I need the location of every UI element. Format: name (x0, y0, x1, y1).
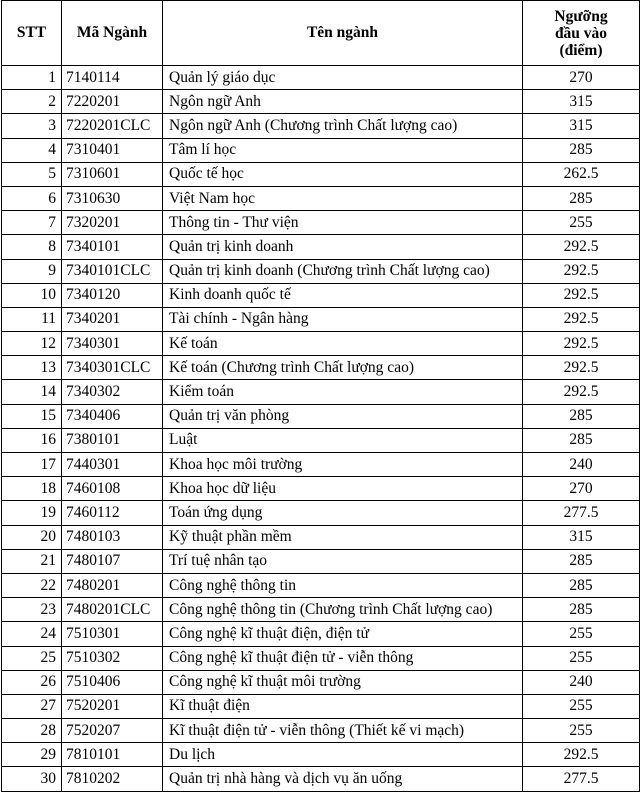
table-row (2, 380, 640, 404)
header-score-line2: đầu vào (554, 24, 608, 42)
table-row (2, 453, 640, 477)
row-code: 7810101 (62, 743, 163, 767)
row-score: 255 (523, 211, 640, 235)
row-name: Kĩ thuật điện (163, 694, 523, 718)
row-code: 7480103 (62, 525, 163, 549)
row-score: 270 (523, 66, 640, 90)
row-code: 7340120 (62, 283, 163, 307)
admission-threshold-table (1, 0, 640, 792)
row-code: 7320201 (62, 211, 163, 235)
table-row (2, 66, 640, 90)
table-body (2, 66, 640, 792)
row-score: 277.5 (523, 767, 640, 791)
row-stt: 1 (2, 66, 62, 90)
table-row (2, 525, 640, 549)
row-name: Công nghệ kĩ thuật môi trường (163, 670, 523, 694)
row-code: 7480201 (62, 573, 163, 597)
row-score: 255 (523, 646, 640, 670)
row-score: 285 (523, 138, 640, 162)
row-score: 315 (523, 525, 640, 549)
table-row (2, 259, 640, 283)
row-stt: 6 (2, 186, 62, 210)
header-row (2, 1, 640, 66)
row-stt: 19 (2, 501, 62, 525)
row-score: 277.5 (523, 501, 640, 525)
row-stt: 9 (2, 259, 62, 283)
row-score: 292.5 (523, 307, 640, 331)
row-name: Kiểm toán (163, 380, 523, 404)
header-score (523, 1, 640, 66)
row-code: 7480201CLC (62, 598, 163, 622)
row-stt: 10 (2, 283, 62, 307)
row-score: 292.5 (523, 332, 640, 356)
table-row (2, 114, 640, 138)
row-stt: 27 (2, 694, 62, 718)
row-name: Thông tin - Thư viện (163, 211, 523, 235)
row-stt: 5 (2, 162, 62, 186)
row-score: 255 (523, 622, 640, 646)
row-name: Tâm lí học (163, 138, 523, 162)
row-code: 7340201 (62, 307, 163, 331)
row-code: 7520207 (62, 719, 163, 743)
row-code: 7220201 (62, 90, 163, 114)
row-code: 7340301 (62, 332, 163, 356)
row-code: 7440301 (62, 453, 163, 477)
row-name: Trí tuệ nhân tạo (163, 549, 523, 573)
table-row (2, 743, 640, 767)
table-row (2, 283, 640, 307)
row-score: 315 (523, 114, 640, 138)
table-row (2, 428, 640, 452)
row-code: 7810202 (62, 767, 163, 791)
row-score: 262.5 (523, 162, 640, 186)
row-score: 285 (523, 598, 640, 622)
table-row (2, 477, 640, 501)
row-name: Khoa học dữ liệu (163, 477, 523, 501)
row-name: Công nghệ thông tin (Chương trình Chất lượng cao) (163, 598, 523, 622)
table-row (2, 235, 640, 259)
row-score: 255 (523, 719, 640, 743)
table-row (2, 307, 640, 331)
row-code: 7220201CLC (62, 114, 163, 138)
row-stt: 11 (2, 307, 62, 331)
row-name: Quốc tế học (163, 162, 523, 186)
table-row (2, 573, 640, 597)
row-stt: 23 (2, 598, 62, 622)
row-name: Việt Nam học (163, 186, 523, 210)
table-row (2, 332, 640, 356)
table-row (2, 404, 640, 428)
table-row (2, 598, 640, 622)
table-row (2, 719, 640, 743)
row-code: 7340101 (62, 235, 163, 259)
row-score: 240 (523, 670, 640, 694)
row-stt: 17 (2, 453, 62, 477)
row-stt: 14 (2, 380, 62, 404)
row-score: 285 (523, 428, 640, 452)
row-name: Công nghệ kĩ thuật điện tử - viễn thông (163, 646, 523, 670)
row-code: 7510301 (62, 622, 163, 646)
row-code: 7310401 (62, 138, 163, 162)
row-score: 292.5 (523, 235, 640, 259)
row-code: 7380101 (62, 428, 163, 452)
row-name: Toán ứng dụng (163, 501, 523, 525)
row-stt: 25 (2, 646, 62, 670)
row-score: 292.5 (523, 259, 640, 283)
table-row (2, 186, 640, 210)
row-name: Ngôn ngữ Anh (Chương trình Chất lượng cao) (163, 114, 523, 138)
row-score: 292.5 (523, 380, 640, 404)
row-stt: 4 (2, 138, 62, 162)
row-stt: 15 (2, 404, 62, 428)
row-name: Luật (163, 428, 523, 452)
row-name: Khoa học môi trường (163, 453, 523, 477)
row-code: 7340302 (62, 380, 163, 404)
row-name: Kỹ thuật phần mềm (163, 525, 523, 549)
row-code: 7310601 (62, 162, 163, 186)
row-name: Kế toán (Chương trình Chất lượng cao) (163, 356, 523, 380)
header-name: Tên ngành (163, 1, 523, 66)
row-name: Du lịch (163, 743, 523, 767)
row-score: 285 (523, 549, 640, 573)
table-row (2, 549, 640, 573)
row-name: Kế toán (163, 332, 523, 356)
table-row (2, 501, 640, 525)
row-score: 255 (523, 694, 640, 718)
row-name: Ngôn ngữ Anh (163, 90, 523, 114)
table-row (2, 211, 640, 235)
row-score: 292.5 (523, 743, 640, 767)
row-score: 270 (523, 477, 640, 501)
header-score-line3: (điểm) (559, 41, 603, 59)
row-name: Công nghệ kĩ thuật điện, điện tử (163, 622, 523, 646)
row-stt: 20 (2, 525, 62, 549)
row-stt: 8 (2, 235, 62, 259)
row-code: 7340101CLC (62, 259, 163, 283)
row-code: 7480107 (62, 549, 163, 573)
row-score: 285 (523, 573, 640, 597)
row-name: Kinh doanh quốc tế (163, 283, 523, 307)
table-row (2, 670, 640, 694)
row-name: Kĩ thuật điện tử - viễn thông (Thiết kế vi mạch) (163, 719, 523, 743)
row-code: 7460112 (62, 501, 163, 525)
row-code: 7340406 (62, 404, 163, 428)
row-name: Công nghệ thông tin (163, 573, 523, 597)
row-name: Tài chính - Ngân hàng (163, 307, 523, 331)
row-code: 7140114 (62, 66, 163, 90)
row-stt: 24 (2, 622, 62, 646)
row-code: 7460108 (62, 477, 163, 501)
row-stt: 7 (2, 211, 62, 235)
table-row (2, 90, 640, 114)
table-row (2, 622, 640, 646)
table-row (2, 646, 640, 670)
row-code: 7510302 (62, 646, 163, 670)
table-row (2, 162, 640, 186)
row-score: 240 (523, 453, 640, 477)
row-stt: 21 (2, 549, 62, 573)
row-score: 285 (523, 404, 640, 428)
row-name: Quản trị nhà hàng và dịch vụ ăn uống (163, 767, 523, 791)
row-stt: 26 (2, 670, 62, 694)
row-stt: 30 (2, 767, 62, 791)
table-row (2, 767, 640, 791)
header-stt: STT (2, 1, 62, 66)
row-stt: 13 (2, 356, 62, 380)
row-stt: 2 (2, 90, 62, 114)
row-name: Quản lý giáo dục (163, 66, 523, 90)
row-name: Quản trị kinh doanh (Chương trình Chất lượng cao) (163, 259, 523, 283)
row-stt: 22 (2, 573, 62, 597)
row-code: 7340301CLC (62, 356, 163, 380)
row-stt: 12 (2, 332, 62, 356)
row-score: 292.5 (523, 356, 640, 380)
row-stt: 29 (2, 743, 62, 767)
row-stt: 3 (2, 114, 62, 138)
row-name: Quản trị văn phòng (163, 404, 523, 428)
row-code: 7310630 (62, 186, 163, 210)
row-code: 7510406 (62, 670, 163, 694)
table-row (2, 356, 640, 380)
row-code: 7520201 (62, 694, 163, 718)
row-stt: 16 (2, 428, 62, 452)
row-score: 292.5 (523, 283, 640, 307)
header-score-line1: Ngưỡng (554, 7, 608, 25)
row-stt: 28 (2, 719, 62, 743)
header-code: Mã Ngành (62, 1, 163, 66)
row-score: 285 (523, 186, 640, 210)
table-row (2, 138, 640, 162)
table-header (2, 1, 640, 66)
row-stt: 18 (2, 477, 62, 501)
row-name: Quản trị kinh doanh (163, 235, 523, 259)
table-row (2, 694, 640, 718)
row-score: 315 (523, 90, 640, 114)
